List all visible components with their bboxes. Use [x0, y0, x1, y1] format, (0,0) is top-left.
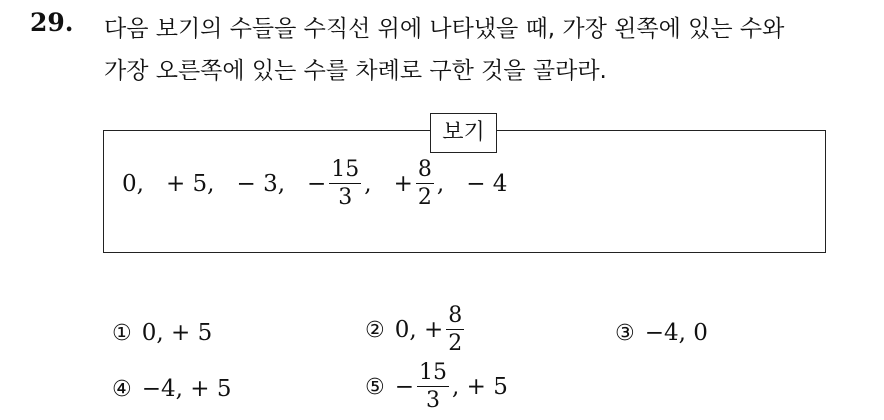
example-item-minus-fifteen-thirds	[307, 159, 372, 209]
option-2-text: 0, +	[394, 317, 444, 343]
fraction-numerator: 8	[448, 303, 463, 328]
option-2[interactable]	[365, 305, 467, 355]
comma: ,	[436, 171, 445, 197]
example-item-plus-five: + 5,	[165, 171, 215, 197]
example-item-zero: 0,	[122, 171, 144, 197]
option-4-text: −4, + 5	[141, 376, 232, 402]
fraction	[329, 159, 361, 209]
fraction-numerator: 8	[417, 157, 432, 182]
fraction-sign: +	[393, 171, 413, 197]
option-5-sign: −	[394, 374, 415, 400]
question-text-line-1: 다음 보기의 수들을 수직선 위에 나타냈을 때, 가장 왼쪽에 있는 수와	[104, 16, 785, 42]
fraction-sign: −	[307, 171, 327, 197]
option-4[interactable]	[112, 376, 231, 402]
fraction-numerator: 15	[331, 157, 360, 182]
example-item-minus-three: − 3,	[236, 171, 286, 197]
example-items	[122, 159, 507, 209]
option-2-fraction	[446, 305, 464, 355]
option-5[interactable]	[365, 362, 508, 412]
option-2-mark: ②	[365, 317, 385, 343]
fraction-denominator: 2	[448, 331, 463, 356]
option-5-mark: ⑤	[365, 374, 385, 400]
option-4-mark: ④	[112, 376, 132, 402]
fraction-denominator: 2	[417, 185, 432, 210]
option-1-mark: ①	[112, 320, 132, 346]
question-number: 29.	[30, 8, 74, 37]
example-item-minus-four: − 4	[466, 171, 508, 197]
option-1-text: 0, + 5	[141, 320, 213, 346]
example-box-title: 보기	[430, 113, 497, 153]
fraction	[416, 159, 434, 209]
option-1[interactable]	[112, 320, 212, 346]
fraction-denominator: 3	[338, 185, 353, 210]
option-3-text: −4, 0	[644, 320, 708, 346]
fraction-numerator: 15	[419, 360, 448, 385]
option-3-mark: ③	[615, 320, 635, 346]
fraction-denominator: 3	[426, 388, 441, 413]
option-5-text: , + 5	[452, 374, 508, 400]
comma: ,	[364, 171, 372, 197]
option-5-fraction	[417, 362, 449, 412]
question-text-line-2: 가장 오른쪽에 있는 수를 차례로 구한 것을 골라라.	[104, 58, 607, 84]
option-3[interactable]	[615, 320, 708, 346]
example-item-plus-eight-halves	[394, 159, 445, 209]
